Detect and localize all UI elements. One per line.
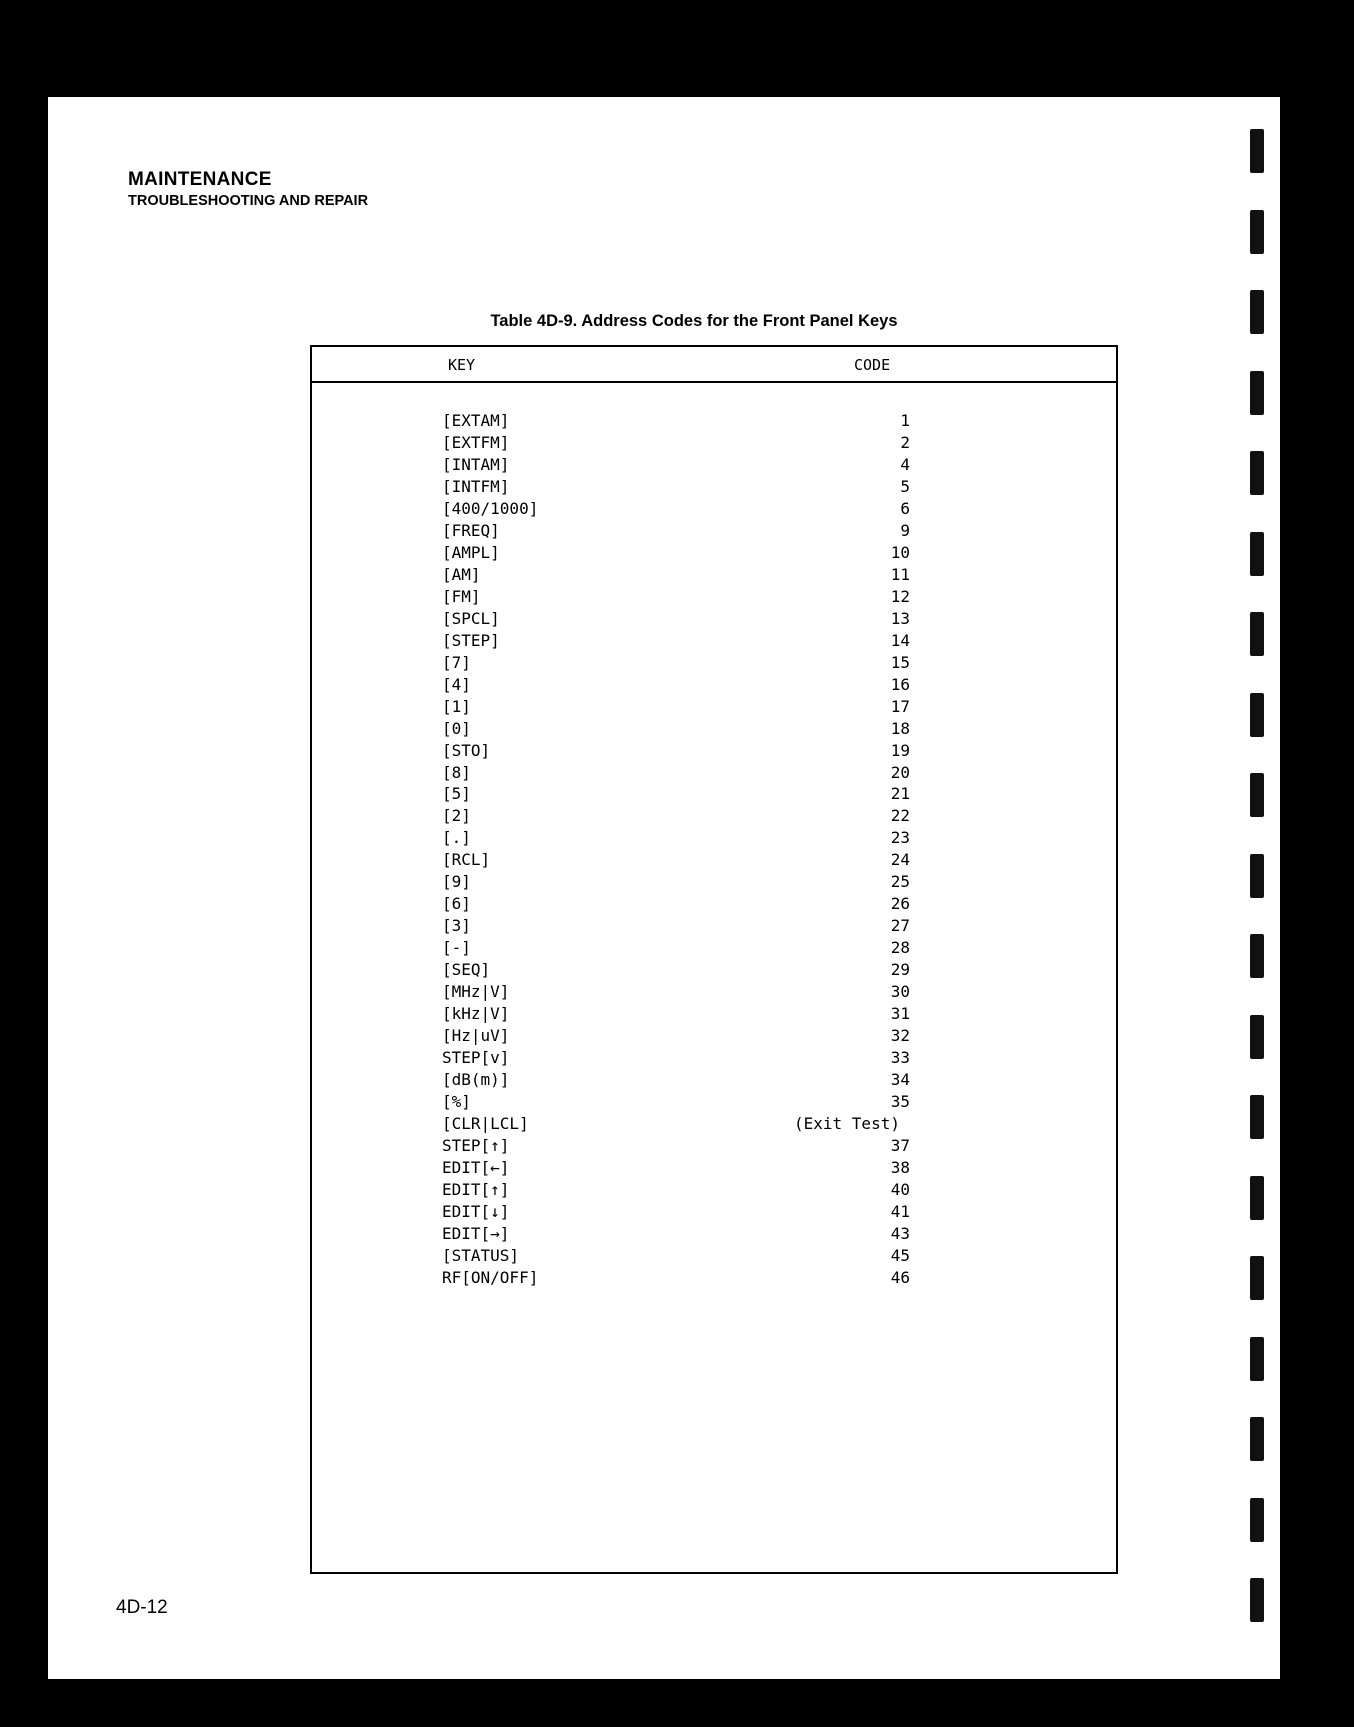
key-cell: [dB(m)] [442,1070,510,1090]
key-cell: [-] [442,938,471,958]
key-cell: [1] [442,696,471,716]
code-cell: 23 [890,828,910,848]
key-cell: [0] [442,718,471,738]
binder-hole-mark [1250,1095,1264,1139]
binder-hole-mark [1250,451,1264,495]
table-row [312,631,1116,653]
table-row [312,850,1116,872]
code-cell: 40 [890,1179,910,1199]
table-row [312,1246,1116,1268]
code-cell: 35 [890,1092,910,1112]
key-cell: RF[ON/OFF] [442,1267,539,1287]
code-cell: 32 [890,1026,910,1046]
table-row [312,675,1116,697]
key-cell: EDIT[→] [442,1223,510,1243]
binder-hole-mark [1250,1015,1264,1059]
code-cell: 41 [890,1201,910,1221]
table-row [312,411,1116,433]
code-cell: 2 [900,432,910,452]
binder-hole-mark [1250,371,1264,415]
binder-hole-mark [1250,1578,1264,1622]
table-row [312,872,1116,894]
binder-hole-mark [1250,1176,1264,1220]
table-row [312,1048,1116,1070]
key-cell: [7] [442,652,471,672]
key-cell: [9] [442,872,471,892]
code-cell: 19 [890,740,910,760]
page-number: 4D-12 [116,1597,168,1618]
binder-hole-mark [1250,773,1264,817]
code-cell: 34 [890,1070,910,1090]
table-row [312,1092,1116,1114]
key-cell: [5] [442,784,471,804]
key-cell: [FREQ] [442,520,500,540]
table-row [312,543,1116,565]
table-row [312,499,1116,521]
binder-hole-mark [1250,934,1264,978]
table-row [312,960,1116,982]
code-cell: 5 [900,476,910,496]
table-row [312,719,1116,741]
code-cell: 16 [890,674,910,694]
code-cell: 37 [890,1135,910,1155]
key-cell: [4] [442,674,471,694]
table-row [312,1158,1116,1180]
table-row [312,1004,1116,1026]
code-cell: 12 [890,586,910,606]
code-cell: 10 [890,542,910,562]
key-cell: [2] [442,806,471,826]
key-cell: [RCL] [442,850,491,870]
code-cell: 28 [890,938,910,958]
table-row [312,763,1116,785]
code-cell: 22 [890,806,910,826]
table-row [312,1026,1116,1048]
key-cell: [3] [442,916,471,936]
table-row [312,916,1116,938]
code-cell: 31 [890,1004,910,1024]
code-cell: 14 [890,630,910,650]
code-cell: 1 [900,411,910,430]
table-row [312,477,1116,499]
key-cell: [INTFM] [442,476,510,496]
code-cell: 17 [890,696,910,716]
binder-hole-mark [1250,210,1264,254]
table-row [312,565,1116,587]
code-cell: 45 [890,1245,910,1265]
code-cell: 18 [890,718,910,738]
key-cell: [STEP] [442,630,500,650]
code-cell: 46 [890,1267,910,1287]
key-cell: [SPCL] [442,608,500,628]
binder-hole-mark [1250,290,1264,334]
table-row [312,1114,1116,1136]
table-row [312,1224,1116,1246]
key-cell: [STO] [442,740,491,760]
table-row [312,697,1116,719]
section-subtitle: TROUBLESHOOTING AND REPAIR [128,193,369,209]
code-cell: 9 [900,520,910,540]
table-body [312,411,1116,1290]
table-row [312,828,1116,850]
key-cell: [SEQ] [442,960,491,980]
key-cell: [AMPL] [442,542,500,562]
code-cell: 26 [890,894,910,914]
table-row [312,1070,1116,1092]
binder-hole-mark [1250,1337,1264,1381]
code-cell: 4 [900,454,910,474]
table-row [312,1202,1116,1224]
table-row [312,938,1116,960]
code-cell: 24 [890,850,910,870]
table-row [312,1268,1116,1290]
key-cell: [6] [442,894,471,914]
key-cell: [400/1000] [442,498,539,518]
key-cell: [EXTFM] [442,432,510,452]
key-cell: [CLR|LCL] [442,1114,529,1133]
section-title: MAINTENANCE [128,169,272,190]
code-cell: 43 [890,1223,910,1243]
key-cell: EDIT[↓] [442,1201,510,1221]
table-caption: Table 4D-9. Address Codes for the Front Panel Keys [490,312,898,330]
binder-hole-mark [1250,129,1264,173]
table-row [312,653,1116,675]
key-cell: [Hz|uV] [442,1026,510,1046]
table-row [312,433,1116,455]
column-header-code: CODE [854,356,891,374]
document-page [48,97,1280,1679]
address-codes-table [310,345,1118,1574]
binder-hole-mark [1250,693,1264,737]
binder-hole-mark [1250,854,1264,898]
key-cell: EDIT[←] [442,1157,510,1177]
code-cell: 27 [890,916,910,936]
key-cell: STEP[↑] [442,1135,510,1155]
table-row [312,806,1116,828]
binder-hole-mark [1250,1256,1264,1300]
code-cell: 13 [890,608,910,628]
table-row [312,784,1116,806]
code-cell: 21 [890,784,910,804]
code-cell: 20 [890,762,910,782]
key-cell: [FM] [442,586,481,606]
table-row [312,587,1116,609]
binder-holes [1240,97,1280,1679]
table-row [312,1136,1116,1158]
code-cell: 38 [890,1157,910,1177]
key-cell: [STATUS] [442,1245,520,1265]
table-row [312,741,1116,763]
key-cell: [kHz|V] [442,1004,510,1024]
table-row [312,455,1116,477]
code-cell: 25 [890,872,910,892]
table-row [312,1180,1116,1202]
code-cell: 30 [890,982,910,1002]
table-row [312,609,1116,631]
code-cell: 15 [890,652,910,672]
code-cell: 11 [890,564,910,584]
key-cell: [8] [442,762,471,782]
key-cell: [EXTAM] [442,411,510,430]
binder-hole-mark [1250,532,1264,576]
table-row [312,521,1116,543]
code-cell: 33 [890,1048,910,1068]
key-cell: [MHz|V] [442,982,510,1002]
code-cell: 29 [890,960,910,980]
column-header-key: KEY [448,356,476,374]
key-cell: STEP[v] [442,1048,510,1068]
binder-hole-mark [1250,612,1264,656]
key-cell: [%] [442,1092,471,1112]
code-cell: (Exit Test) [794,1114,900,1133]
binder-hole-mark [1250,1498,1264,1542]
key-cell: [AM] [442,564,481,584]
table-header [312,347,1116,383]
key-cell: [.] [442,828,471,848]
key-cell: EDIT[↑] [442,1179,510,1199]
table-row [312,894,1116,916]
key-cell: [INTAM] [442,454,510,474]
table-row [312,982,1116,1004]
code-cell: 6 [900,498,910,518]
binder-hole-mark [1250,1417,1264,1461]
